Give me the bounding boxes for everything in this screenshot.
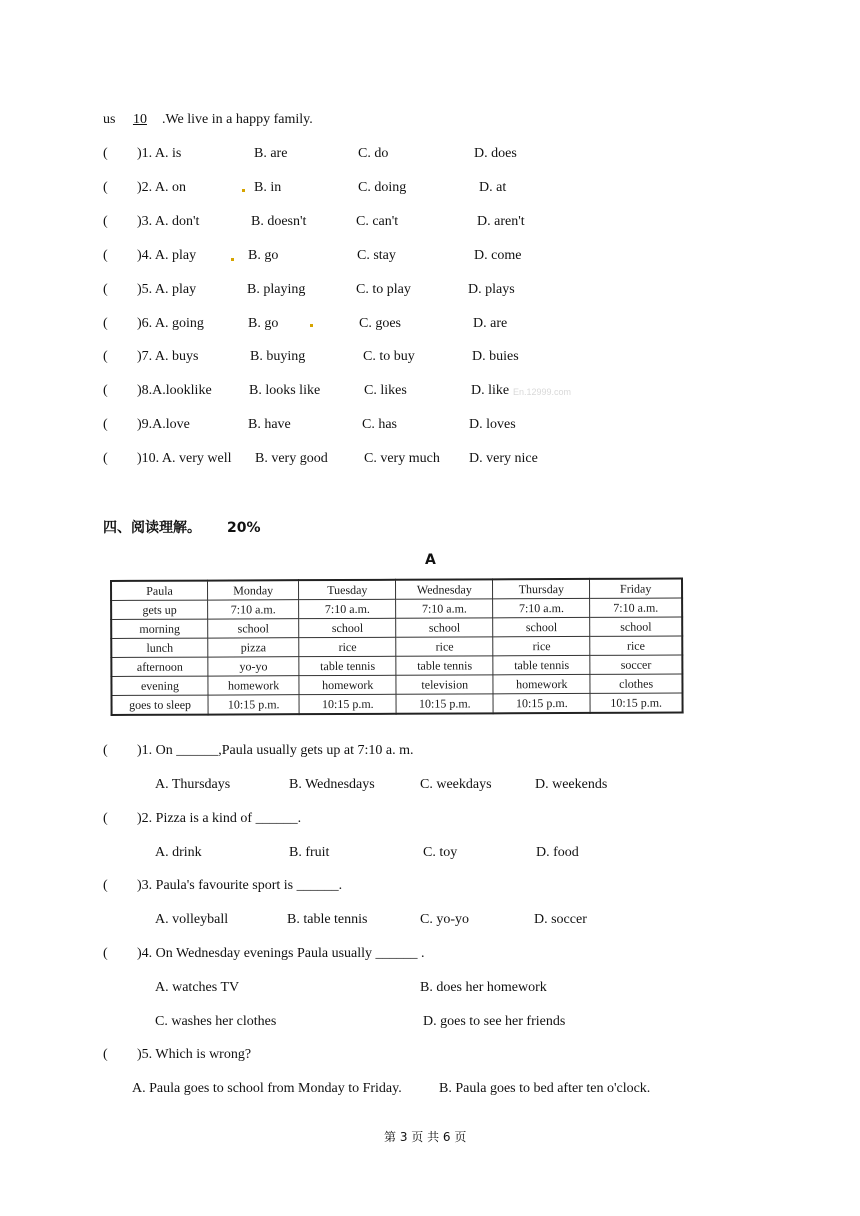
- answer-paren[interactable]: (: [103, 180, 108, 195]
- passage-label: A: [425, 552, 436, 568]
- option-b: B. looks like: [249, 383, 321, 398]
- option-b: B. playing: [247, 282, 306, 297]
- table-cell: school: [493, 617, 590, 636]
- question-stem: )4. On Wednesday evenings Paula usually ______ .: [137, 946, 425, 961]
- table-header-cell: Thursday: [493, 579, 590, 599]
- table-row: [111, 636, 682, 657]
- option-d: D. like: [471, 383, 510, 398]
- option-b: B. are: [254, 146, 288, 161]
- table-cell: rice: [590, 636, 682, 655]
- table-cell: 7:10 a.m.: [396, 599, 493, 618]
- option-a: A. volleyball: [155, 912, 229, 927]
- table-cell: homework: [299, 675, 396, 694]
- table-cell: rice: [299, 637, 396, 656]
- option-d: D. buies: [472, 349, 519, 364]
- answer-paren[interactable]: (: [103, 417, 108, 432]
- answer-paren[interactable]: (: [103, 383, 108, 398]
- table-row: [111, 655, 682, 676]
- option-a: )9.A.love: [137, 417, 190, 432]
- table-cell: 10:15 p.m.: [590, 693, 682, 713]
- option-b: B. doesn't: [251, 214, 307, 229]
- option-a: )1. A. is: [137, 146, 182, 161]
- table-row-label: morning: [111, 619, 208, 638]
- table-row-label: afternoon: [111, 657, 208, 676]
- answer-paren[interactable]: (: [103, 146, 108, 161]
- table-row-label: lunch: [111, 638, 208, 657]
- table-cell: school: [208, 619, 299, 638]
- cloze-intro-line: [103, 112, 313, 128]
- option-d: D. plays: [468, 282, 515, 297]
- table-cell: television: [396, 675, 493, 694]
- table-cell: 7:10 a.m.: [493, 598, 590, 617]
- option-b: B. fruit: [289, 845, 330, 860]
- option-a: )5. A. play: [137, 282, 197, 297]
- table-cell: 7:10 a.m.: [590, 598, 682, 617]
- option-a: )6. A. going: [137, 316, 204, 331]
- option-c: C. has: [362, 417, 397, 432]
- table-row-label: evening: [111, 676, 208, 695]
- table-row-label: goes to sleep: [112, 695, 209, 715]
- answer-paren[interactable]: (: [103, 316, 108, 331]
- option-a: )10. A. very well: [137, 451, 232, 466]
- option-c: C. to buy: [363, 349, 415, 364]
- option-b: B. table tennis: [287, 912, 368, 927]
- answer-paren[interactable]: (: [103, 946, 108, 961]
- option-c: C. washes her clothes: [155, 1014, 277, 1029]
- option-d: D. does: [474, 146, 517, 161]
- table-row-label: gets up: [111, 600, 208, 619]
- option-c: C. stay: [357, 248, 396, 263]
- answer-paren[interactable]: (: [103, 248, 108, 263]
- option-b: B. Paula goes to bed after ten o'clock.: [439, 1081, 651, 1096]
- answer-paren[interactable]: (: [103, 743, 108, 758]
- option-c: C. to play: [356, 282, 411, 297]
- table-cell: table tennis: [396, 656, 493, 675]
- table-header-row: [111, 579, 682, 601]
- option-d: D. come: [474, 248, 522, 263]
- table-cell: school: [299, 618, 396, 637]
- table-cell: table tennis: [493, 655, 590, 674]
- speck-mark: [231, 258, 234, 261]
- table-cell: table tennis: [299, 656, 396, 675]
- page-number: 第 3 页 共 6 页: [384, 1130, 467, 1144]
- schedule-table: [110, 577, 684, 715]
- table-cell: 10:15 p.m.: [208, 695, 299, 715]
- option-b: B. Wednesdays: [289, 777, 375, 792]
- table-row: [111, 598, 682, 619]
- option-c: C. goes: [359, 316, 401, 331]
- option-b: B. have: [248, 417, 291, 432]
- option-a: A. watches TV: [155, 980, 240, 995]
- option-b: B. go: [248, 248, 279, 263]
- table-cell: yo-yo: [208, 657, 299, 676]
- option-d: D. aren't: [477, 214, 525, 229]
- cloze-blank-10: 10: [132, 112, 147, 127]
- table-row: [111, 617, 682, 638]
- option-c: C. can't: [356, 214, 399, 229]
- table-cell: 10:15 p.m.: [299, 694, 396, 714]
- answer-paren[interactable]: (: [103, 214, 108, 229]
- option-b: B. does her homework: [420, 980, 547, 995]
- option-b: B. buying: [250, 349, 306, 364]
- table-cell: homework: [208, 676, 299, 695]
- option-d: D. weekends: [535, 777, 608, 792]
- option-d: D. loves: [469, 417, 516, 432]
- option-c: C. weekdays: [420, 777, 492, 792]
- option-a: )7. A. buys: [137, 349, 199, 364]
- table-cell: 10:15 p.m.: [396, 694, 493, 714]
- table-cell: homework: [493, 674, 590, 693]
- answer-paren[interactable]: (: [103, 451, 108, 466]
- table-cell: school: [396, 618, 493, 637]
- answer-paren[interactable]: (: [103, 1047, 108, 1062]
- table-row: [112, 693, 683, 715]
- option-b: B. very good: [255, 451, 328, 466]
- table-cell: 10:15 p.m.: [493, 693, 590, 713]
- question-stem: )5. Which is wrong?: [137, 1047, 252, 1062]
- table-cell: soccer: [590, 655, 682, 674]
- cloze-intro-suffix: .We live in a happy family.: [161, 112, 313, 127]
- option-b: B. in: [254, 180, 282, 195]
- speck-mark: [242, 189, 245, 192]
- table-cell: rice: [396, 637, 493, 656]
- option-c: C. toy: [423, 845, 458, 860]
- option-d: D. very nice: [469, 451, 538, 466]
- option-d: D. at: [479, 180, 507, 195]
- table-header-cell: Wednesday: [396, 579, 493, 599]
- option-c: C. do: [358, 146, 389, 161]
- table-cell: rice: [493, 636, 590, 655]
- section-title: 四、阅读理解。: [103, 520, 201, 536]
- section-points: 20%: [227, 520, 261, 536]
- option-d: D. food: [536, 845, 579, 860]
- answer-paren[interactable]: (: [103, 878, 108, 893]
- option-b: B. go: [248, 316, 279, 331]
- option-d: D. soccer: [534, 912, 587, 927]
- option-c: C. very much: [364, 451, 440, 466]
- option-d: D. goes to see her friends: [423, 1014, 566, 1029]
- table-header-cell: Monday: [208, 580, 299, 600]
- option-a: )4. A. play: [137, 248, 197, 263]
- option-a: A. Thursdays: [155, 777, 231, 792]
- question-stem: )1. On ______,Paula usually gets up at 7:10 a. m.: [137, 743, 414, 758]
- table-cell: school: [590, 617, 682, 636]
- option-c: C. yo-yo: [420, 912, 469, 927]
- answer-paren[interactable]: (: [103, 282, 108, 297]
- option-a: A. drink: [155, 845, 202, 860]
- option-a: )3. A. don't: [137, 214, 200, 229]
- table-cell: clothes: [590, 674, 682, 693]
- table-header-cell: Tuesday: [299, 580, 396, 600]
- table-row: [111, 674, 682, 695]
- table-header-cell: Friday: [590, 579, 682, 599]
- speck-mark: [310, 324, 313, 327]
- option-a: A. Paula goes to school from Monday to Friday.: [132, 1081, 402, 1096]
- table-cell: 7:10 a.m.: [299, 599, 396, 618]
- cloze-intro-prefix: us: [103, 112, 116, 127]
- answer-paren[interactable]: (: [103, 349, 108, 364]
- table-header-cell: Paula: [111, 581, 208, 601]
- option-a: )8.A.looklike: [137, 383, 212, 398]
- answer-paren[interactable]: (: [103, 811, 108, 826]
- option-d: D. are: [473, 316, 508, 331]
- question-stem: )3. Paula's favourite sport is ______.: [137, 878, 343, 893]
- option-a: )2. A. on: [137, 180, 186, 195]
- table-cell: pizza: [208, 638, 299, 657]
- question-stem: )2. Pizza is a kind of ______.: [137, 811, 302, 826]
- option-c: C. likes: [364, 383, 407, 398]
- table-cell: 7:10 a.m.: [208, 600, 299, 619]
- option-c: C. doing: [358, 180, 407, 195]
- section-heading: [103, 517, 261, 537]
- watermark: En.12999.com: [513, 387, 572, 397]
